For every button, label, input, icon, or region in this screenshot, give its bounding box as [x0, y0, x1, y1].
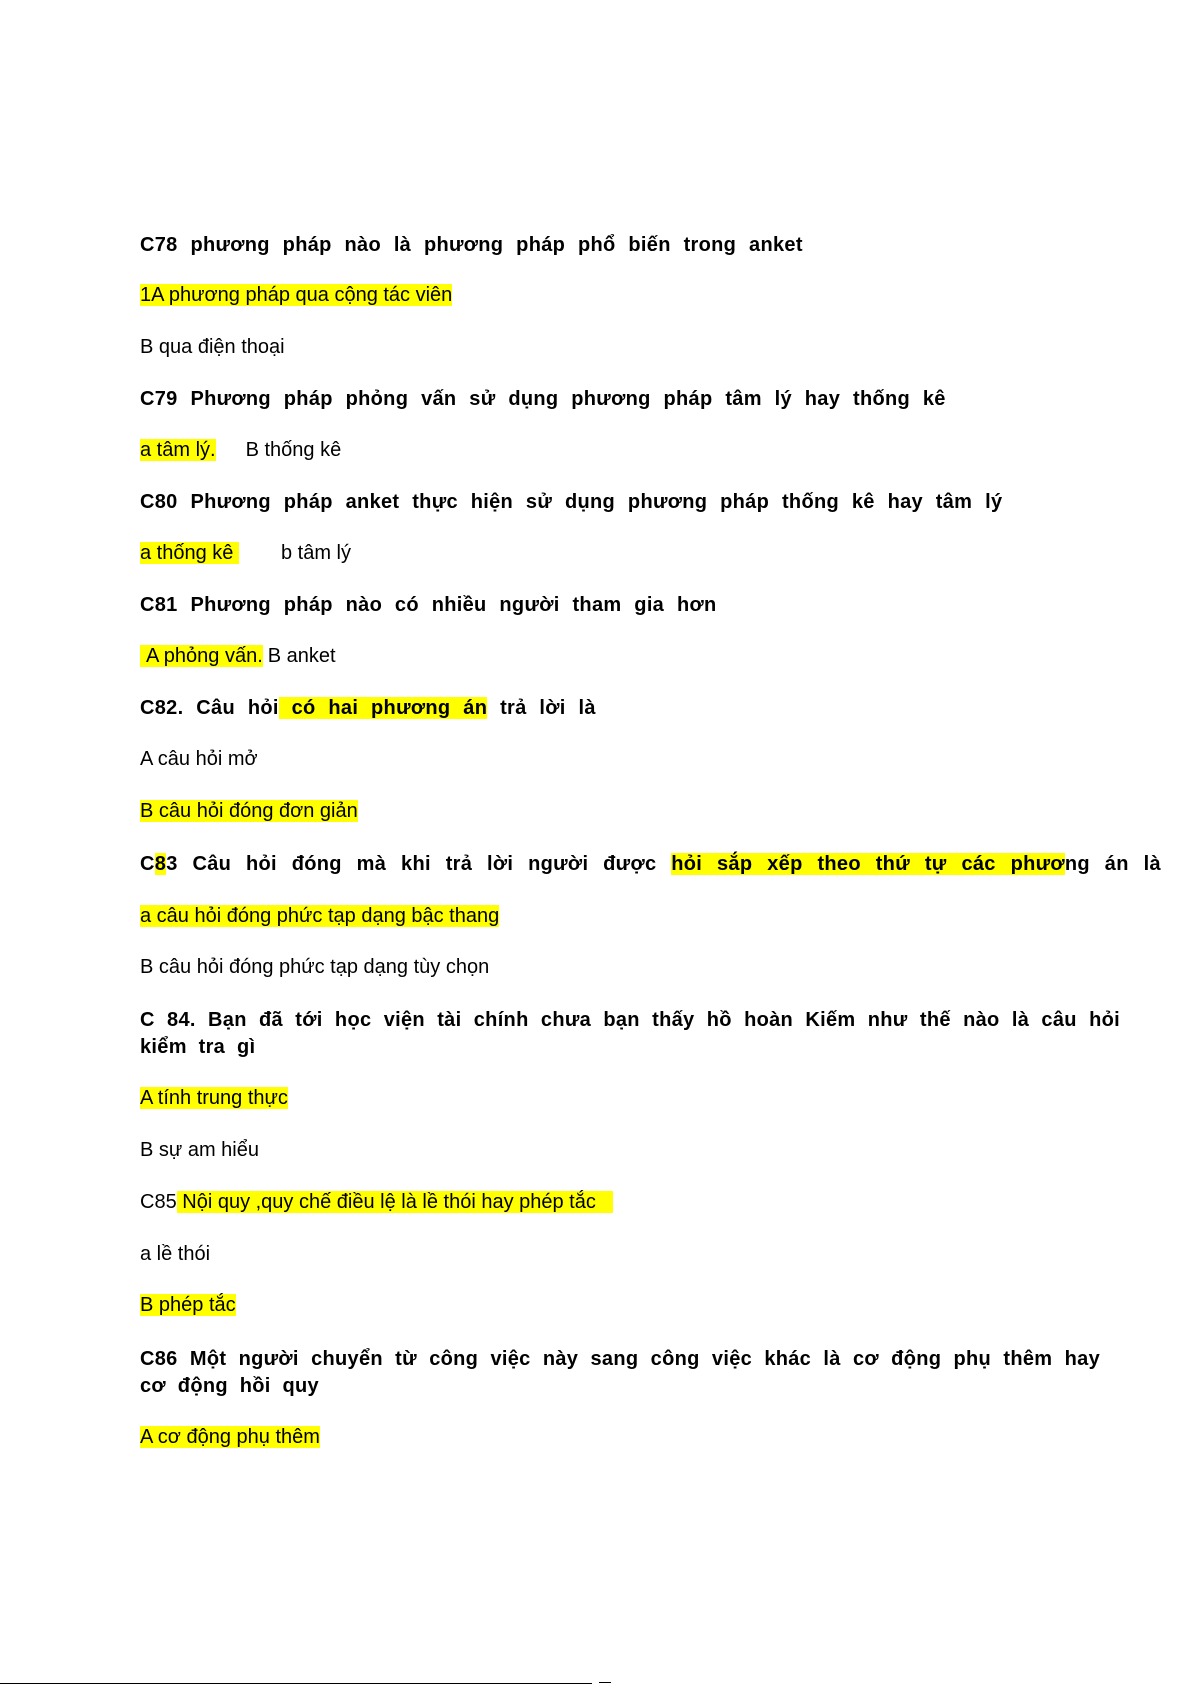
answer-option	[140, 905, 1120, 928]
answer-text: B anket	[267, 645, 336, 667]
question-highlight: 8	[154, 853, 167, 875]
answer-highlighted: B câu hỏi đóng đơn giản	[140, 800, 358, 822]
question-c79	[140, 388, 1120, 411]
answer-text: b tâm lý	[280, 542, 351, 564]
question-text: C78 phương pháp nào là phương pháp phổ biến trong anket	[140, 234, 803, 256]
question-c86	[140, 1346, 1100, 1400]
answer-option	[140, 1243, 1120, 1266]
question-text: 3 Câu hỏi đóng mà khi trả lời người được	[166, 853, 672, 875]
answer-option	[140, 1087, 1120, 1110]
question-text: C86 Một người chuyển từ công việc này sang công việc khác là cơ động phụ thêm hay cơ động hồi quy	[140, 1348, 1100, 1397]
question-c83	[140, 853, 1161, 876]
answer-option	[140, 336, 1120, 359]
question-text: C 84. Bạn đã tới học viện tài chính chưa bạn thấy hồ hoàn Kiếm như thế nào là câu hỏi kiểm tra gì	[140, 1009, 1120, 1058]
answer-text: B thống kê	[245, 439, 342, 461]
answer-highlighted: B phép tắc	[140, 1294, 236, 1316]
question-highlight: có hai phương án	[278, 697, 488, 719]
question-text: ng án là	[1064, 853, 1161, 875]
question-text: C85	[140, 1191, 177, 1213]
answer-text: B câu hỏi đóng phức tạp dạng tùy chọn	[140, 956, 490, 978]
answer-highlighted: A cơ động phụ thêm	[140, 1426, 320, 1448]
question-highlight: hỏi sắp xếp theo thứ tự các phươ	[671, 853, 1065, 875]
question-c85	[140, 1191, 1120, 1214]
question-text: C	[140, 853, 155, 875]
question-c82	[140, 697, 1120, 720]
answer-highlighted: a thống kê	[140, 542, 239, 564]
question-text: C81 Phương pháp nào có nhiều người tham gia hơn	[140, 594, 717, 616]
question-text: C82. Câu hỏi	[140, 697, 279, 719]
page-bottom-mark	[599, 1682, 611, 1683]
question-highlight: Nội quy ,quy chế điều lệ là lề thói hay phép tắc	[176, 1191, 613, 1213]
answer-option	[140, 748, 1120, 771]
question-c80	[140, 491, 1120, 514]
question-text: C79 Phương pháp phỏng vấn sử dụng phương pháp tâm lý hay thống kê	[140, 388, 946, 410]
answer-row	[140, 439, 1120, 462]
answer-text: A câu hỏi mở	[140, 748, 258, 770]
answer-highlighted: a tâm lý.	[140, 439, 216, 461]
answer-text: B qua điện thoại	[140, 336, 285, 358]
question-text: C80 Phương pháp anket thực hiện sử dụng phương pháp thống kê hay tâm lý	[140, 491, 1003, 513]
question-text: trả lời là	[487, 697, 596, 719]
question-c78	[140, 234, 1120, 257]
answer-highlighted: A tính trung thực	[140, 1087, 288, 1109]
answer-row	[140, 645, 1120, 668]
answer-text: a lề thói	[140, 1243, 211, 1265]
page-bottom-rule	[0, 1683, 592, 1684]
answer-row	[140, 542, 1120, 565]
answer-highlighted: A phỏng vấn.	[140, 645, 263, 667]
answer-highlighted: 1A phương pháp qua cộng tác viên	[140, 284, 453, 306]
answer-option	[140, 1294, 1120, 1317]
answer-highlighted: a câu hỏi đóng phức tạp dạng bậc thang	[140, 905, 500, 927]
answer-option	[140, 1139, 1120, 1162]
answer-option	[140, 956, 1120, 979]
question-c81	[140, 594, 1120, 617]
answer-text: B sự am hiểu	[140, 1139, 259, 1161]
question-c84	[140, 1007, 1120, 1061]
answer-option	[140, 800, 1120, 823]
answer-option	[140, 284, 1120, 307]
answer-option	[140, 1426, 1120, 1449]
